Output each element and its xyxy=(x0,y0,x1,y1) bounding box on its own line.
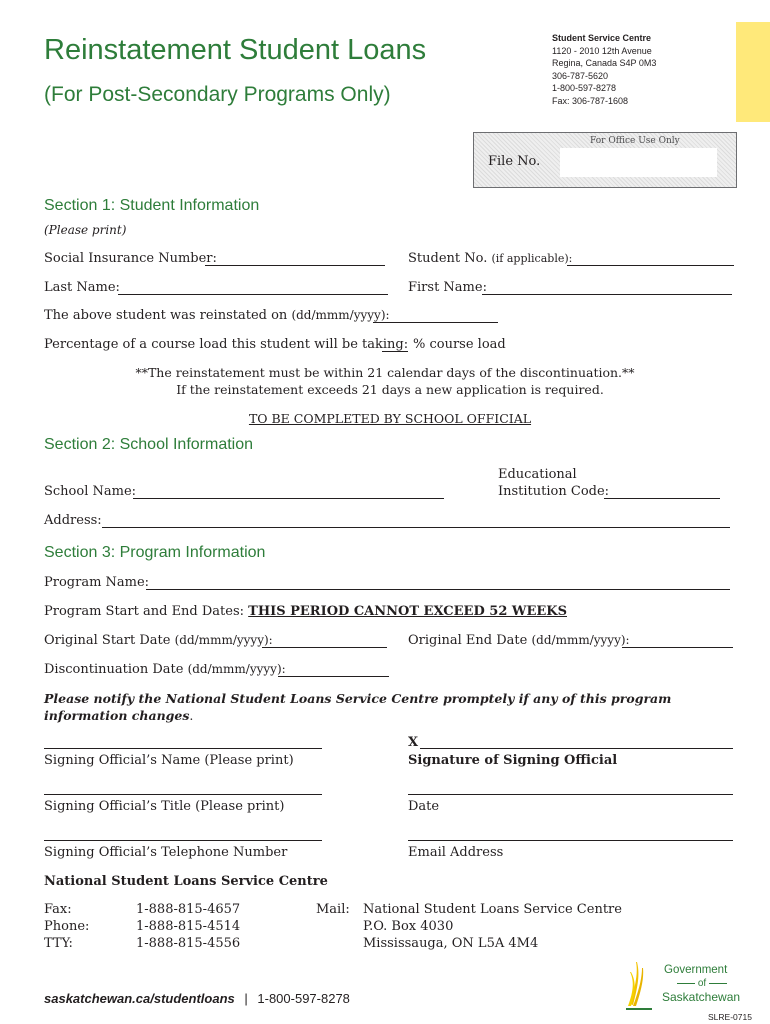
email-field[interactable] xyxy=(408,840,733,841)
nslsc-fax: 1-888-815-4657 xyxy=(136,902,241,917)
official-name-field[interactable] xyxy=(44,748,322,749)
official-title-label: Signing Official’s Title (Please print) xyxy=(44,799,285,814)
file-no-input[interactable] xyxy=(560,148,717,177)
logo-of: of xyxy=(697,978,707,989)
office-phone-1: 306-787-5620 xyxy=(552,70,609,81)
nslsc-heading: National Student Loans Service Centre xyxy=(44,874,328,889)
reinstated-label xyxy=(44,308,390,323)
edu-code-label-2: Institution Code: xyxy=(498,484,610,499)
percentage-label: Percentage of a course load this student will be taking: xyxy=(44,337,409,352)
first-name-label: First Name: xyxy=(408,280,487,295)
official-phone-label: Signing Official’s Telephone Number xyxy=(44,845,288,860)
please-print-note: (Please print) xyxy=(44,223,127,237)
section-1-heading: Section 1: Student Information xyxy=(44,197,260,214)
program-dates-label xyxy=(44,604,567,619)
footer-url-link[interactable]: saskatchewan.ca/studentloans xyxy=(44,991,235,1006)
nslsc-mail-label: Mail: xyxy=(316,902,350,917)
nslsc-mail-line-1: National Student Loans Service Centre xyxy=(363,902,622,917)
student-no-label-text: Student No. xyxy=(408,251,488,266)
nslsc-tty: 1-888-815-4556 xyxy=(136,936,241,951)
orig-start-text: Original Start Date xyxy=(44,633,171,648)
nslsc-tty-label: TTY: xyxy=(44,936,73,951)
office-address-1: 1120 - 2010 12th Avenue xyxy=(552,45,652,56)
reinstated-label-text: The above student was reinstated on xyxy=(44,308,288,323)
first-name-field[interactable] xyxy=(482,294,732,295)
orig-end-label xyxy=(408,633,630,648)
reinstatement-notice-1: **The reinstatement must be within 21 calendar days of the discontinuation.** xyxy=(135,365,635,380)
office-name: Student Service Centre xyxy=(552,33,652,43)
official-title-field[interactable] xyxy=(44,794,322,795)
program-name-field[interactable] xyxy=(146,589,730,590)
logo-rule-right xyxy=(709,983,727,984)
nslsc-phone: 1-888-815-4514 xyxy=(136,919,241,934)
program-dates-warning: THIS PERIOD CANNOT EXCEED 52 WEEKS xyxy=(248,604,567,619)
section-3-heading: Section 3: Program Information xyxy=(44,544,266,561)
student-no-hint: (if applicable): xyxy=(491,252,573,265)
office-phone-2: 1-800-597-8278 xyxy=(552,83,617,93)
reinstated-date-field[interactable] xyxy=(373,322,498,323)
email-label: Email Address xyxy=(408,845,504,860)
last-name-field[interactable] xyxy=(118,294,388,295)
nslsc-mail-line-3: Mississauga, ON L5A 4M4 xyxy=(363,936,539,951)
logo-line-2 xyxy=(664,978,740,989)
orig-start-field[interactable] xyxy=(262,647,387,648)
date-label: Date xyxy=(408,799,440,814)
program-name-label: Program Name: xyxy=(44,575,150,590)
orig-end-hint: (dd/mmm/yyyy): xyxy=(531,633,630,647)
official-phone-field[interactable] xyxy=(44,840,322,841)
percentage-field[interactable] xyxy=(382,351,408,352)
signature-label: Signature of Signing Official xyxy=(408,753,618,768)
sin-field[interactable] xyxy=(205,265,385,266)
official-name-label: Signing Official’s Name (Please print) xyxy=(44,753,294,768)
nslsc-phone-label: Phone: xyxy=(44,919,90,934)
address-field[interactable] xyxy=(102,527,730,528)
school-name-label: School Name: xyxy=(44,484,137,499)
reinstatement-notice-2: If the reinstatement exceeds 21 days a new application is required. xyxy=(176,382,604,397)
nslsc-mail-line-2: P.O. Box 4030 xyxy=(363,919,454,934)
office-fax: Fax: 306-787-1608 xyxy=(552,95,629,106)
signature-field[interactable] xyxy=(420,748,733,749)
school-official-banner: TO BE COMPLETED BY SCHOOL OFFICIAL xyxy=(248,411,532,426)
reinstated-hint: (dd/mmm/yyyy): xyxy=(291,308,390,322)
nslsc-fax-label: Fax: xyxy=(44,902,72,917)
form-title: Reinstatement Student Loans xyxy=(44,34,427,66)
file-no-label: File No. xyxy=(488,154,541,169)
last-name-label: Last Name: xyxy=(44,280,120,295)
office-contact-block xyxy=(552,32,656,107)
student-no-label xyxy=(408,251,572,266)
office-address-2: Regina, Canada S4P 0M3 xyxy=(552,58,657,68)
notify-notice xyxy=(44,690,704,724)
government-logo xyxy=(622,958,742,1010)
orig-start-label xyxy=(44,633,273,648)
logo-rule-left xyxy=(677,983,695,984)
school-name-field[interactable] xyxy=(133,498,444,499)
section-2-heading: Section 2: School Information xyxy=(44,436,254,453)
office-use-label: For Office Use Only xyxy=(590,136,680,146)
signature-x-mark: X xyxy=(408,735,419,750)
notify-period: . xyxy=(189,708,194,723)
office-use-box xyxy=(473,132,737,188)
program-dates-text: Program Start and End Dates: xyxy=(44,604,245,619)
notify-cont: changes xyxy=(131,708,190,723)
orig-end-text: Original End Date xyxy=(408,633,528,648)
yellow-tab xyxy=(736,22,770,122)
footer-phone: 1-800-597-8278 xyxy=(257,991,350,1006)
student-no-field[interactable] xyxy=(567,265,734,266)
footer-contact xyxy=(44,991,350,1006)
percentage-suffix: % course load xyxy=(413,337,506,352)
wheat-sheaf-icon xyxy=(622,958,656,1010)
edu-code-field[interactable] xyxy=(604,498,720,499)
orig-end-field[interactable] xyxy=(622,647,733,648)
discontinuation-text: Discontinuation Date xyxy=(44,662,184,677)
address-label: Address: xyxy=(44,513,102,528)
discontinuation-label xyxy=(44,662,286,677)
form-code: SLRE-0715 xyxy=(708,1012,752,1022)
logo-line-3: Saskatchewan xyxy=(662,990,741,1004)
footer-separator: | xyxy=(244,991,248,1006)
notify-text: Please notify the National Student Loans Service Centre promptely if any of this program information xyxy=(44,691,672,723)
form-subtitle: (For Post-Secondary Programs Only) xyxy=(44,83,391,106)
edu-code-label-1: Educational xyxy=(498,467,577,482)
sin-label: Social Insurance Number: xyxy=(44,251,217,266)
discontinuation-hint: (dd/mmm/yyyy): xyxy=(187,662,286,676)
discontinuation-field[interactable] xyxy=(278,676,389,677)
logo-line-1: Government xyxy=(664,964,728,976)
orig-start-hint: (dd/mmm/yyyy): xyxy=(174,633,273,647)
date-field[interactable] xyxy=(408,794,733,795)
